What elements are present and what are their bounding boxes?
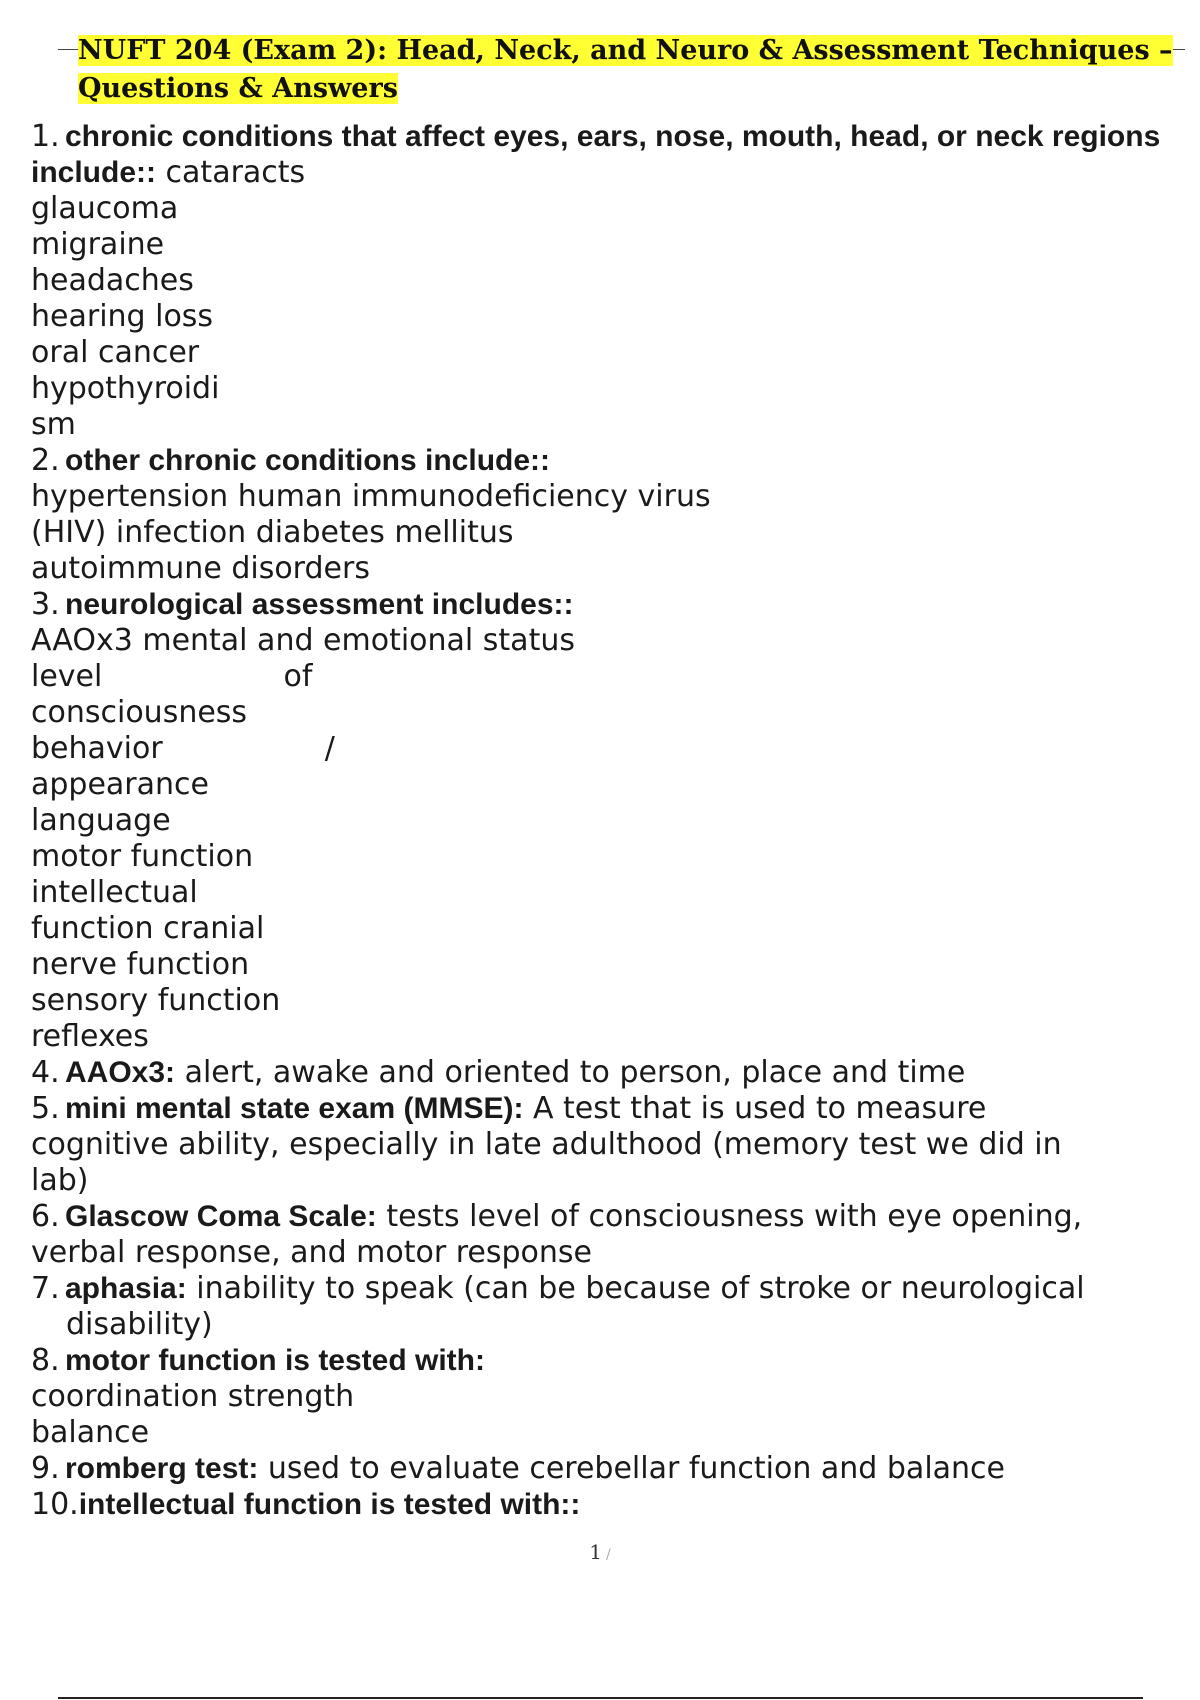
answer-line: appearance — [31, 767, 209, 802]
answer-line: headaches — [31, 263, 194, 298]
answer-line: oral cancer — [31, 335, 200, 370]
item-number: 5. — [31, 1091, 60, 1126]
item-answer: tests level of consciousness with eye opening, — [386, 1199, 1083, 1234]
page-number-value: 1 — [589, 1540, 602, 1564]
answer-line: function cranial — [31, 911, 265, 946]
answer-line: disability) — [66, 1307, 213, 1342]
item-term: intellectual function is tested with:: — [78, 1488, 581, 1521]
answer-line: motor function — [31, 839, 254, 874]
answer-line: hearing loss — [31, 299, 214, 334]
item-term: motor function is tested with: — [65, 1344, 485, 1377]
answer-line: sensory function — [31, 983, 281, 1018]
item-term: Glascow Coma Scale: — [65, 1200, 377, 1233]
page-number — [0, 1540, 1200, 1564]
qa-item-3 — [31, 587, 1181, 1055]
item-number: 8. — [31, 1343, 60, 1378]
qa-item-9 — [31, 1451, 1181, 1487]
qa-item-5 — [31, 1091, 1181, 1199]
item-term: AAOx3: — [65, 1056, 176, 1089]
qa-item-1 — [31, 119, 1181, 443]
item-answer: alert, awake and oriented to person, place and time — [184, 1055, 966, 1090]
qa-list — [31, 119, 1181, 1523]
qa-item-8 — [31, 1343, 1181, 1451]
qa-item-7 — [31, 1271, 1181, 1343]
title-line-2: Questions & Answers — [78, 73, 398, 104]
answer-line: nerve function — [31, 947, 250, 982]
title-leading-dash — [58, 49, 78, 50]
item-number: 4. — [31, 1055, 60, 1090]
answer-line: glaucoma — [31, 191, 179, 226]
qa-item-4 — [31, 1055, 1181, 1091]
item-answer: inability to speak (can be because of stroke or neurological — [196, 1271, 1085, 1306]
answer-line: cataracts — [165, 155, 306, 190]
item-term: neurological assessment includes:: — [65, 588, 574, 621]
item-number: 10. — [31, 1487, 79, 1522]
answer-line: language — [31, 803, 171, 838]
item-number: 1. — [31, 119, 60, 154]
item-number: 2. — [31, 443, 60, 478]
title-line-1: NUFT 204 (Exam 2): Head, Neck, and Neuro & Assessment Techniques – — [78, 35, 1173, 66]
answer-line: verbal response, and motor response — [31, 1235, 592, 1270]
qa-item-2 — [31, 443, 1181, 587]
answer-line: intellectual — [31, 875, 198, 910]
item-number: 7. — [31, 1271, 60, 1306]
answer-line: cognitive ability, especially in late adulthood (memory test we did in — [31, 1127, 1062, 1162]
item-number: 6. — [31, 1199, 60, 1234]
item-term: mini mental state exam (MMSE): — [65, 1092, 524, 1125]
answer-line: consciousness — [31, 695, 248, 730]
answer-line: (HIV) infection diabetes mellitus — [31, 515, 514, 550]
answer-line: migraine — [31, 227, 165, 262]
answer-line: hypothyroidi — [31, 371, 220, 406]
answer-line: lab) — [31, 1163, 89, 1198]
answer-line: coordination strength — [31, 1379, 355, 1414]
item-number: 3. — [31, 587, 60, 622]
item-number: 9. — [31, 1451, 60, 1486]
qa-item-10 — [31, 1487, 1181, 1523]
item-term: romberg test: — [65, 1452, 259, 1485]
item-term: other chronic conditions include:: — [65, 444, 551, 477]
answer-line: hypertension human immunodeficiency virus — [31, 479, 711, 514]
answer-line: reflexes — [31, 1019, 149, 1054]
answer-line: level of — [31, 659, 313, 694]
answer-line: behavior / — [31, 731, 335, 766]
answer-line: AAOx3 mental and emotional status — [31, 623, 575, 658]
footer-rule — [58, 1697, 1143, 1699]
qa-item-6 — [31, 1199, 1181, 1271]
item-answer: A test that is used to measure — [532, 1091, 987, 1126]
document-title — [58, 32, 1185, 108]
title-trailing-dash — [1173, 49, 1185, 50]
answer-line: balance — [31, 1415, 150, 1450]
item-answer: used to evaluate cerebellar function and balance — [267, 1451, 1006, 1486]
item-term: aphasia: — [65, 1272, 187, 1305]
item-term: chronic conditions that affect eyes, ears, nose, mouth, head, or neck regions include:: — [31, 120, 1161, 189]
answer-line: sm — [31, 407, 76, 442]
answer-line: autoimmune disorders — [31, 551, 370, 586]
page-number-mark: / — [606, 1547, 611, 1563]
